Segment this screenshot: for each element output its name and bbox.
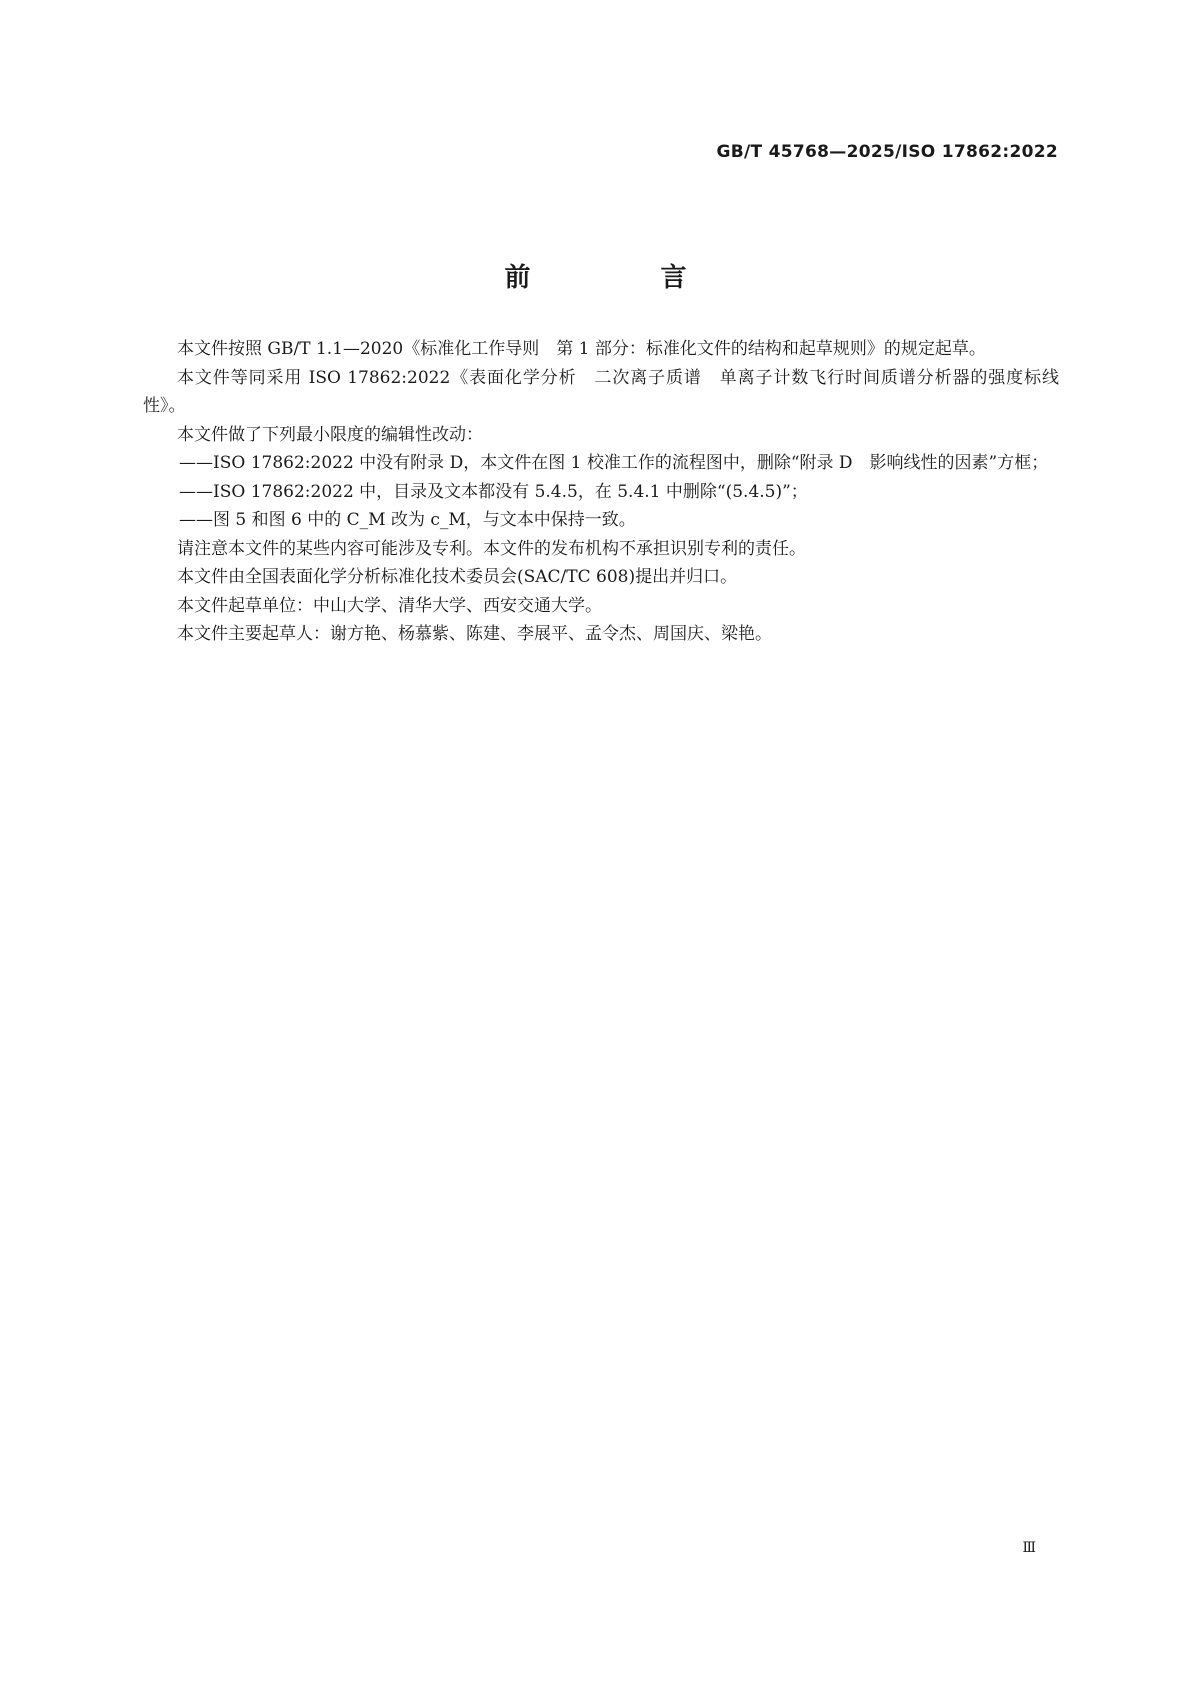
- paragraph-drafting-rules: 本文件按照 GB/T 1.1—2020《标准化工作导则 第 1 部分：标准化文件的结构和起草规则》的规定起草。: [177, 339, 986, 359]
- paragraph-drafting-units: 本文件起草单位：中山大学、清华大学、西安交通大学。: [177, 595, 602, 616]
- page-number: Ⅲ: [1022, 1540, 1036, 1556]
- paragraph-patent-notice: 请注意本文件的某些内容可能涉及专利。本文件的发布机构不承担识别专利的责任。: [177, 538, 806, 559]
- paragraph-drafters: 本文件主要起草人：谢方艳、杨慕紫、陈建、李展平、孟令杰、周国庆、梁艳。: [177, 624, 772, 644]
- paragraph-edits-intro: 本文件做了下列最小限度的编辑性改动：: [177, 424, 483, 445]
- edit-item: ——图 5 和图 6 中的 C_M 改为 c_M，与文本中保持一致。: [179, 510, 636, 530]
- foreword-body: [143, 335, 1059, 649]
- edit-item: ——ISO 17862:2022 中，目录及文本都没有 5.4.5，在 5.4.1 中删除“(5.4.5)”；: [179, 481, 808, 502]
- document-code: GB/T 45768—2025/ISO 17862:2022: [716, 142, 1058, 162]
- paragraph-committee: 本文件由全国表面化学分析标准化技术委员会(SAC/TC 608)提出并归口。: [177, 567, 738, 587]
- paragraph-adoption: 本文件等同采用 ISO 17862:2022《表面化学分析 二次离子质谱 单离子计数飞行时间质谱分析器的强度标线性》。: [143, 367, 1059, 416]
- page-title: 前 言: [504, 263, 739, 294]
- edit-item: ——ISO 17862:2022 中没有附录 D，本文件在图 1 校准工作的流程图中，删除“附录 D 影响线性的因素”方框；: [179, 453, 1049, 473]
